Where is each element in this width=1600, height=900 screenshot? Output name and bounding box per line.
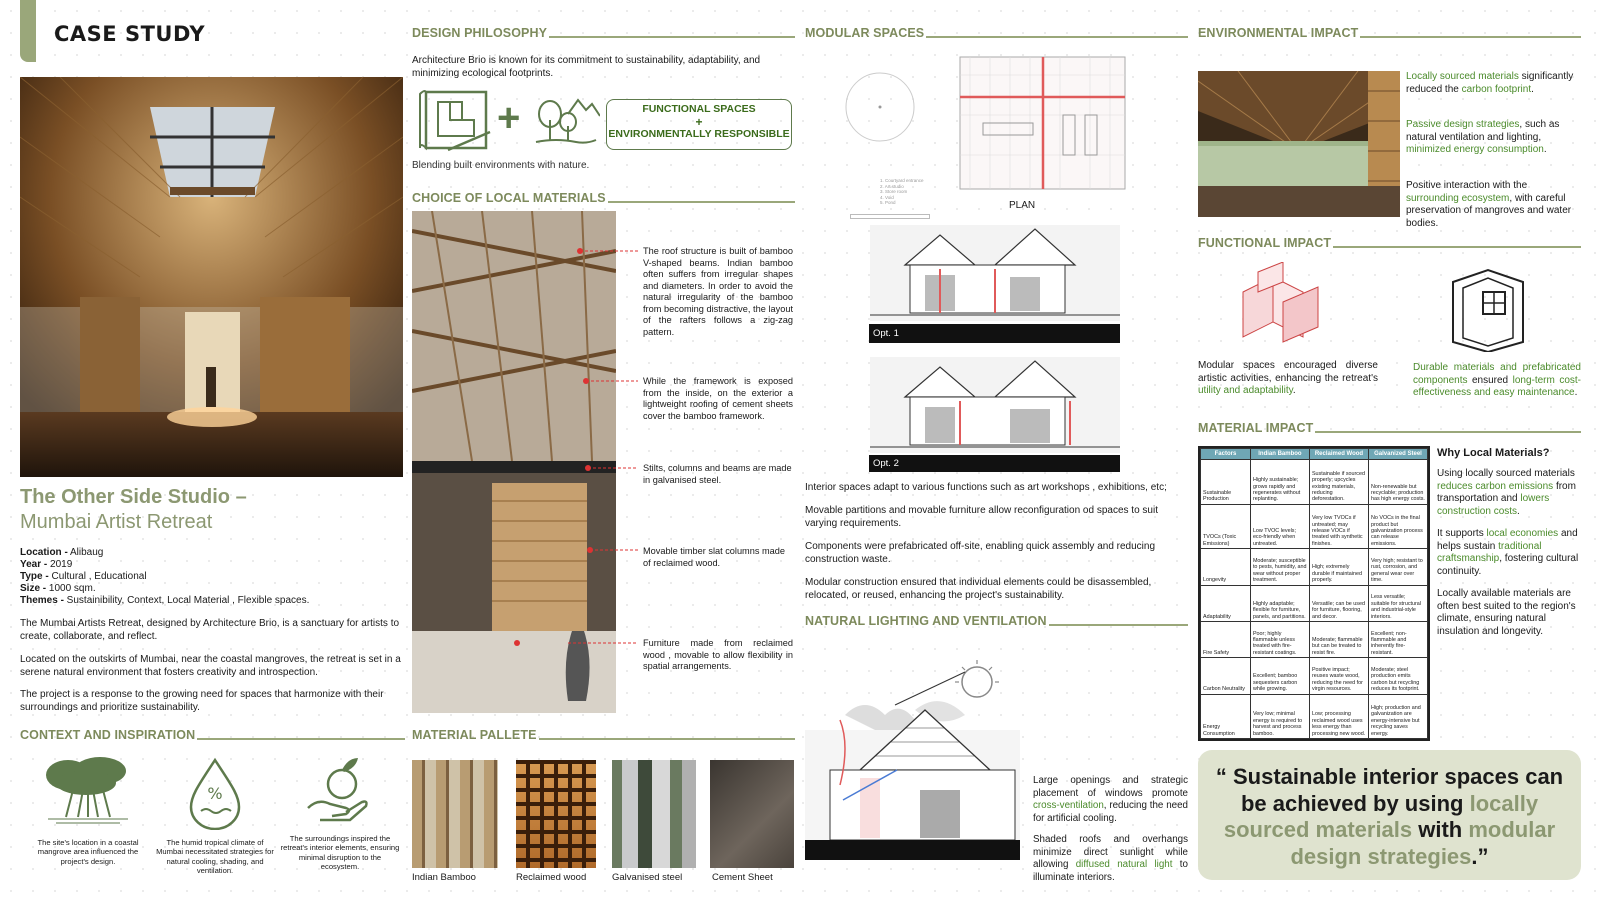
annotation-furniture: Furniture made from reclaimed wood , movable to allow flexibility in spatial arrangements.	[643, 638, 793, 671]
annotation-roof: The roof structure is built of bamboo V-shaped beams. Indian bamboo often suffers from irregular shapes and diameters. In order to avoid the natural irregularity of the bamboo from becoming distractive, the layout of the rafters follows a zig-zag pattern.	[643, 246, 793, 337]
pavilion-illustration	[1198, 71, 1400, 217]
modular-paragraph-2: Movable partitions and movable furniture allow reconfiguration od spaces to suit varying requirements.	[805, 505, 1158, 529]
opt2-label: Opt. 2	[873, 458, 899, 469]
project-paragraph-1: The Mumbai Artists Retreat, designed by Architecture Brio, is a sanctuary for artists to create, collaborate, and reflect.	[20, 618, 400, 642]
annotation-timber: Movable timber slat columns made of reclaimed wood.	[643, 546, 785, 568]
section-title-context: CONTEXT AND INSPIRATION	[20, 728, 405, 742]
philosophy-caption: Blending built environments with nature.	[412, 160, 590, 171]
annotation-stilts: Stilts, columns and beams are made in galvanised steel.	[643, 463, 792, 485]
functional-left-text: Modular spaces encouraged diverse artistic activities, enhancing the retreat's utility and adaptability.	[1198, 360, 1378, 396]
plan-legend: 1. Courtyard entrance 2. Art studio 3. Store room 4. Void 5. Pond	[880, 178, 924, 205]
context-item-eco-hand	[280, 750, 400, 872]
modular-paragraph-4: Modular construction ensured that individual elements could be disassembled, relocated, or reused, enhancing the project's sustainability.	[805, 577, 1152, 601]
philosophy-intro: Architecture Brio is known for its commitment to sustainability, adaptability, and minimizing ecological footprints.	[412, 55, 761, 79]
eco-hand-icon	[300, 750, 380, 830]
philosophy-box-line1: FUNCTIONAL SPACES	[642, 103, 756, 115]
philosophy-box	[606, 99, 792, 150]
mangrove-icon	[38, 755, 138, 830]
material-impact-table	[1200, 448, 1428, 739]
section-opt2-drawing	[870, 357, 1120, 467]
table-row: Longevity Moderate; susceptible to pests, humidity, and wear without proper treatment. High; extremely durable if maintained properly. Very high; resistant to rust, corrosion, and general wear over time.	[1201, 549, 1428, 585]
plan-label: PLAN	[1009, 200, 1036, 211]
fact-year: Year - 2019	[20, 559, 73, 570]
swatch-label-bamboo: Indian Bamboo	[412, 872, 476, 883]
why-local-paragraph-3: Locally available materials are often best suited to the region's climate, ensuring natural insulation and longevity.	[1437, 588, 1576, 637]
project-facts	[20, 547, 405, 607]
table-row: Energy Consumption Very low; minimal energy is required to harvest and process bamboo. Low; processing reclaimed wood uses less energy than processing new wood. High; production and galvanization are energy-intensive but recycling saves energy.	[1201, 694, 1428, 738]
context-text-1: The site's location in a coastal mangrove area influenced the project's design.	[37, 838, 139, 866]
svg-text:%: %	[207, 784, 223, 803]
fact-location: Location - Alibaug	[20, 547, 104, 558]
swatch-label-wood: Reclaimed wood	[516, 872, 587, 883]
swatch-label-steel: Galvanised steel	[612, 872, 683, 883]
section-title-lighting: NATURAL LIGHTING AND VENTILATION	[805, 614, 1188, 628]
context-text-2: The humid tropical climate of Mumbai necessitated strategies for natural cooling, shading, and ventilation.	[156, 838, 274, 876]
quote-box: “ Sustainable interior spaces can be achieved by using locally sourced materials with modular design strategies.”	[1198, 750, 1581, 880]
bamboo-roof-illustration	[20, 77, 403, 477]
fact-size: Size - 1000 sqm.	[20, 583, 96, 594]
section-title-material-impact: MATERIAL IMPACT	[1198, 421, 1581, 435]
context-text-3: The surroundings inspired the retreat's interior elements, ensuring minimal disruption to the ecosystem.	[280, 834, 400, 872]
nature-icon	[532, 92, 600, 152]
philosophy-box-plus: +	[695, 115, 703, 129]
project-paragraph-2: Located on the outskirts of Mumbai, near the coastal mangroves, the retreat is set in a serene natural environment that fosters creativity and introspection.	[20, 654, 401, 678]
opt1-bar	[869, 324, 1120, 343]
project-title-line1: The Other Side Studio –	[20, 486, 247, 508]
material-impact-table-wrap	[1198, 446, 1430, 741]
environmental-item-3: Positive interaction with the surrounding ecosystem, with careful preservation of mangroves and water bodies.	[1406, 180, 1572, 229]
why-local-paragraph-1: Using locally sourced materials reduces carbon emissions from transportation and lowers construction costs.	[1437, 468, 1576, 517]
opt2-bar	[869, 455, 1120, 472]
scale-bar	[850, 214, 930, 219]
fact-type: Type - Cultural , Educational	[20, 571, 147, 582]
context-item-mangrove	[28, 755, 148, 866]
context-item-humidity	[155, 755, 275, 876]
annotation-leaders	[568, 245, 648, 665]
section-title-pallete: MATERIAL PALLETE	[412, 728, 795, 742]
fact-themes: Themes - Sustainibility, Context, Local Material , Flexible spaces.	[20, 595, 310, 606]
interior-photo-main	[20, 77, 403, 477]
modular-partitions-icon	[1233, 262, 1333, 352]
table-header-row: Factors Indian Bamboo Reclaimed Wood Galvanized Steel	[1201, 449, 1428, 460]
project-title-line2: Mumbai Artist Retreat	[20, 511, 213, 533]
why-local-title: Why Local Materials?	[1437, 447, 1550, 459]
table-row: Adaptability Highly adaptable; flexible for furniture, panels, and partitions. Versatile; can be used for furniture, flooring, and decor. Less versatile; suitable for structural and industrial-style interiors.	[1201, 585, 1428, 621]
blueprint-icon	[418, 86, 498, 156]
lighting-paragraph-2: Shaded roofs and overhangs minimize direct sunlight while allowing diffused natural light to illuminate interiors.	[1033, 834, 1188, 883]
annotation-dot-furniture	[514, 640, 520, 646]
section-title-materials: CHOICE OF LOCAL MATERIALS	[412, 191, 795, 205]
section-title-modular: MODULAR SPACES	[805, 26, 1188, 40]
functional-right-text: Durable materials and prefabricated components ensured long-term cost-effectiveness and easy maintenance.	[1413, 362, 1582, 398]
section-title-philosophy: DESIGN PHILOSOPHY	[412, 26, 795, 40]
table-row: Sustainable Production Highly sustainable; grows rapidly and regenerates without replanting. Sustainable if sourced properly; upcycles existing materials, reducing deforestation. Non-renewable but recyclable; production has high energy costs.	[1201, 460, 1428, 504]
header-accent-bar	[20, 0, 36, 62]
ventilation-section-drawing	[805, 660, 1020, 880]
modular-paragraph-1: Interior spaces adapt to various functions such as art workshops , exhibitions, etc;	[805, 482, 1167, 493]
swatch-cement-sheet	[710, 760, 794, 868]
swatch-galvanised-steel	[612, 760, 696, 868]
environmental-photo	[1198, 71, 1400, 217]
swatch-label-cement: Cement Sheet	[712, 872, 773, 883]
swatch-reclaimed-wood	[516, 760, 596, 868]
why-local-paragraph-2: It supports local economies and helps sustain traditional craftsmanship, fostering cultural continuity.	[1437, 528, 1579, 577]
modular-paragraph-3: Components were prefabricated off-site, enabling quick assembly and reducing construction waste.	[805, 541, 1156, 565]
swatch-bamboo	[412, 760, 498, 868]
project-paragraph-3: The project is a response to the growing need for spaces that harmonize with their surroundings and prioritize sustainability.	[20, 689, 384, 713]
plus-icon: +	[497, 96, 521, 140]
philosophy-box-line2: ENVIRONMENTALLY RESPONSIBLE	[608, 128, 790, 140]
environmental-item-1: Locally sourced materials significantly reduced the carbon footprint.	[1406, 71, 1574, 95]
table-row: Carbon Neutrality Excellent; bamboo sequesters carbon while growing. Positive impact; reuses waste wood, reducing the need for virgin resources. Moderate; steel production emits carbon but recycling reduces its footprint.	[1201, 658, 1428, 694]
lighting-paragraph-1: Large openings and strategic placement of windows promote cross-ventilation, reducing the need for artificial cooling.	[1033, 775, 1188, 824]
table-row: TVOCs (Toxic Emissions) Low TVOC levels; eco-friendly when untreated. Very low TVOCs if untreated; may release VOCs if treated with synthetic finishes. No VOCs in the final product but galvanization process can release emissions.	[1201, 504, 1428, 548]
prefabricated-components-icon	[1443, 262, 1533, 352]
section-title-functional: FUNCTIONAL IMPACT	[1198, 236, 1581, 250]
annotation-framework: While the framework is exposed from the inside, on the exterior a lightweight roofing of cement sheets cover the bamboo framework.	[643, 376, 793, 421]
opt1-label: Opt. 1	[873, 328, 899, 339]
section-title-environmental: ENVIRONMENTAL IMPACT	[1198, 26, 1581, 40]
page-title: CASE STUDY	[54, 22, 206, 46]
humidity-drop-icon	[185, 755, 245, 830]
table-row: Fire Safety Poor; highly flammable unless treated with fire-resistant coatings. Moderate; flammable but can be treated to resist fire. Excellent; non-flammable and inherently fire-resistant.	[1201, 621, 1428, 657]
environmental-item-2: Passive design strategies, such as natural ventilation and lighting, minimized energy consumption.	[1406, 119, 1560, 155]
